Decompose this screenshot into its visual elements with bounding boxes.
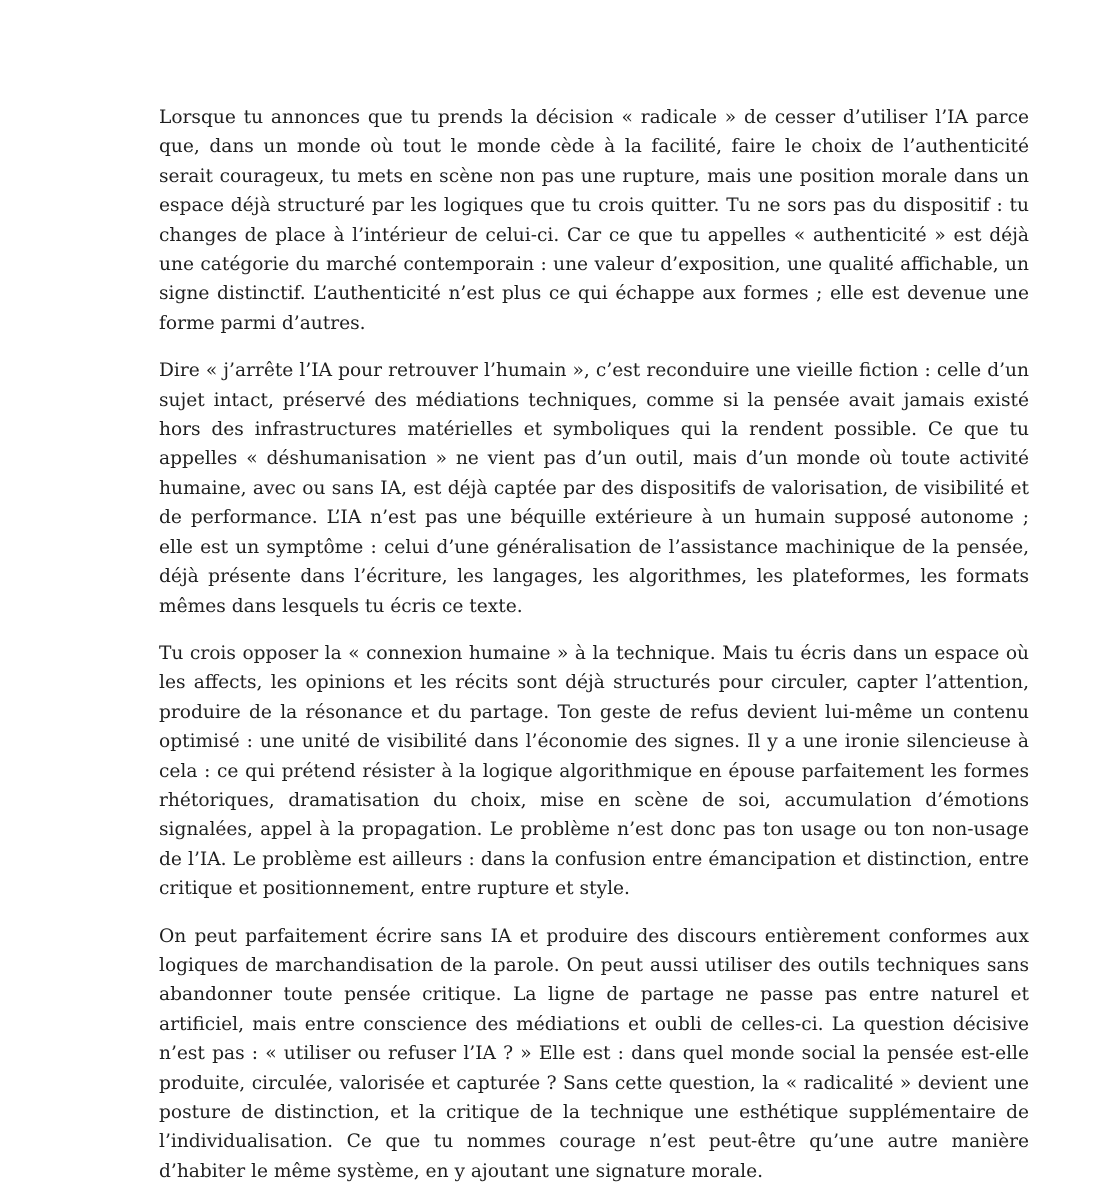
document-body — [159, 103, 1029, 1204]
paragraph: Tu crois opposer la « connexion humaine » à la technique. Mais tu écris dans un espace où les affects, les opinions et les récits sont déjà structurés pour circuler, capter l’attention, produire de la résonance et du partage. Ton geste de refus devient lui-même un contenu optimisé : une unité de visibilité dans l’économie des signes. Il y a une ironie silencieuse à cela : ce qui prétend résister à la logique algorithmique en épouse parfaitement les formes rhétoriques, dramatisation du choix, mise en scène de soi, accumulation d’émotions signalées, appel à la propagation. Le problème n’est donc pas ton usage ou ton non-usage de l’IA. Le problème est ailleurs : dans la confusion entre émancipation et distinction, entre critique et positionnement, entre rupture et style. — [159, 642, 1029, 900]
paragraph: On peut parfaitement écrire sans IA et produire des discours entièrement conformes aux logiques de marchandisation de la parole. On peut aussi utiliser des outils techniques sans abandonner toute pensée critique. La ligne de partage ne passe pas entre naturel et artificiel, mais entre conscience des médiations et oubli de celles-ci. La question décisive n’est pas : « utiliser ou refuser l’IA ? » Elle est : dans quel monde social la pensée est-elle produite, circulée, valorisée et capturée ? Sans cette question, la « radicalité » devient une posture de distinction, et la critique de la technique une esthétique supplémentaire de l’individualisation. Ce que tu nommes courage n’est peut-être qu’une autre manière d’habiter le même système, en y ajoutant une signature morale. — [159, 925, 1029, 1182]
paragraph: Lorsque tu annonces que tu prends la décision « radicale » de cesser d’utiliser l’IA parce que, dans un monde où tout le monde cède à la facilité, faire le choix de l’authenticité serait courageux, tu mets en scène non pas une rupture, mais une position morale dans un espace déjà structuré par les logiques que tu crois quitter. Tu ne sors pas du dispositif : tu changes de place à l’intérieur de celui-ci. Car ce que tu appelles « authenticité » est déjà une catégorie du marché contemporain : une valeur d’exposition, une qualité affichable, un signe distinctif. L’authenticité n’est plus ce qui échappe aux formes ; elle est devenue une forme parmi d’autres. — [159, 107, 1029, 334]
paragraph: Dire « j’arrête l’IA pour retrouver l’humain », c’est reconduire une vieille fiction : celle d’un sujet intact, préservé des médiations techniques, comme si la pensée avait jamais existé hors des infrastructures matérielles et symboliques qui la rendent possible. Ce que tu appelles « déshumanisation » ne vient pas d’un outil, mais d’un monde où toute activité humaine, avec ou sans IA, est déjà captée par des dispositifs de valorisation, de visibilité et de performance. L’IA n’est pas une béquille extérieure à un humain supposé autonome ; elle est un symptôme : celui d’une généralisation de l’assistance machinique de la pensée, déjà présente dans l’écriture, les langages, les algorithmes, les plateformes, les formats mêmes dans lesquels tu écris ce texte. — [159, 360, 1029, 617]
